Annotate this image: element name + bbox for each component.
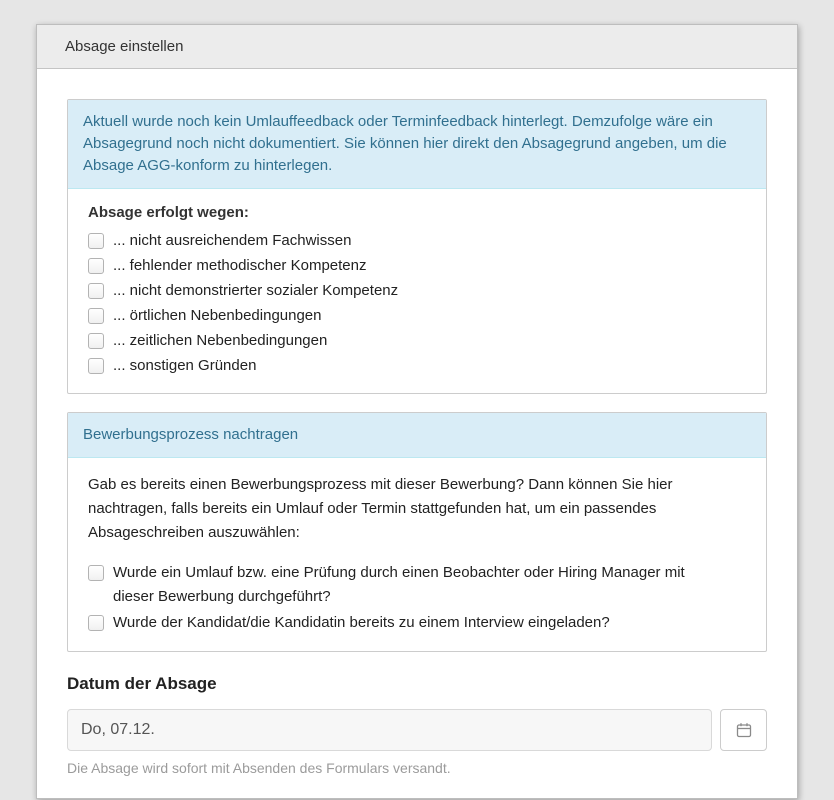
reason-option-methodische-kompetenz[interactable] — [88, 254, 746, 278]
reason-option-label: ... nicht ausreichendem Fachwissen — [113, 232, 352, 249]
reason-option-label: ... sonstigen Gründen — [113, 357, 257, 374]
process-checkbox-interview[interactable] — [88, 615, 104, 631]
reason-checkbox-sonstige-gruende[interactable] — [88, 358, 104, 374]
reason-checkbox-zeitliche-nebenbedingungen[interactable] — [88, 333, 104, 349]
panel-header — [37, 25, 797, 69]
date-row — [67, 709, 767, 751]
process-section — [67, 412, 767, 652]
process-section-body — [68, 458, 766, 651]
rejection-date-input[interactable] — [67, 709, 712, 751]
reason-option-sonstige-gruende[interactable] — [88, 354, 746, 378]
reason-checkbox-fachwissen[interactable] — [88, 233, 104, 249]
rejection-reasons-body — [68, 189, 766, 393]
reason-option-label: ... nicht demonstrierter sozialer Kompetenz — [113, 282, 399, 299]
calendar-icon — [736, 722, 752, 738]
info-alert: Aktuell wurde noch kein Umlauffeedback oder Terminfeedback hinterlegt. Demzufolge wäre ein Absagegrund noch nicht dokumentiert. Sie können hier direkt den Absagegrund angeben, um die Absage AGG-konform zu hinterlegen. — [68, 100, 766, 189]
process-option-label: Wurde der Kandidat/die Kandidatin bereits zu einem Interview eingeladen? — [113, 614, 610, 631]
process-option-interview[interactable] — [88, 611, 728, 635]
reason-checkbox-soziale-kompetenz[interactable] — [88, 283, 104, 299]
reason-option-label: ... zeitlichen Nebenbedingungen — [113, 332, 328, 349]
date-help-text: Die Absage wird sofort mit Absenden des Formulars versandt. — [67, 760, 451, 776]
reason-option-soziale-kompetenz[interactable] — [88, 279, 746, 303]
reason-option-fachwissen[interactable] — [88, 229, 746, 253]
reason-option-label: ... fehlender methodischer Kompetenz — [113, 257, 367, 274]
process-option-umlauf[interactable] — [88, 561, 728, 609]
reason-option-label: ... örtlichen Nebenbedingungen — [113, 307, 322, 324]
calendar-button[interactable] — [720, 709, 767, 751]
date-label: Datum der Absage — [67, 674, 217, 693]
process-option-label: Wurde ein Umlauf bzw. eine Prüfung durch einen Beobachter oder Hiring Manager mit dieser Bewerbung durchgeführt? — [113, 564, 685, 605]
process-checkbox-umlauf[interactable] — [88, 565, 104, 581]
reason-checkbox-oertliche-nebenbedingungen[interactable] — [88, 308, 104, 324]
process-options — [88, 561, 746, 635]
process-description: Gab es bereits einen Bewerbungsprozess mit dieser Bewerbung? Dann können Sie hier nachtragen, falls bereits ein Umlauf oder Termin stattgefunden hat, um ein passendes Absageschreiben auszuwählen: — [88, 476, 673, 541]
reason-checkbox-methodische-kompetenz[interactable] — [88, 258, 104, 274]
rejection-panel — [36, 24, 798, 799]
process-section-title: Bewerbungsprozess nachtragen — [68, 413, 766, 458]
reason-option-zeitliche-nebenbedingungen[interactable] — [88, 329, 746, 353]
panel-body — [37, 69, 797, 798]
page-title: Absage einstellen — [65, 38, 184, 55]
rejection-reasons-section — [67, 99, 767, 394]
reasons-label: Absage erfolgt wegen: — [88, 204, 249, 221]
reason-option-oertliche-nebenbedingungen[interactable] — [88, 304, 746, 328]
